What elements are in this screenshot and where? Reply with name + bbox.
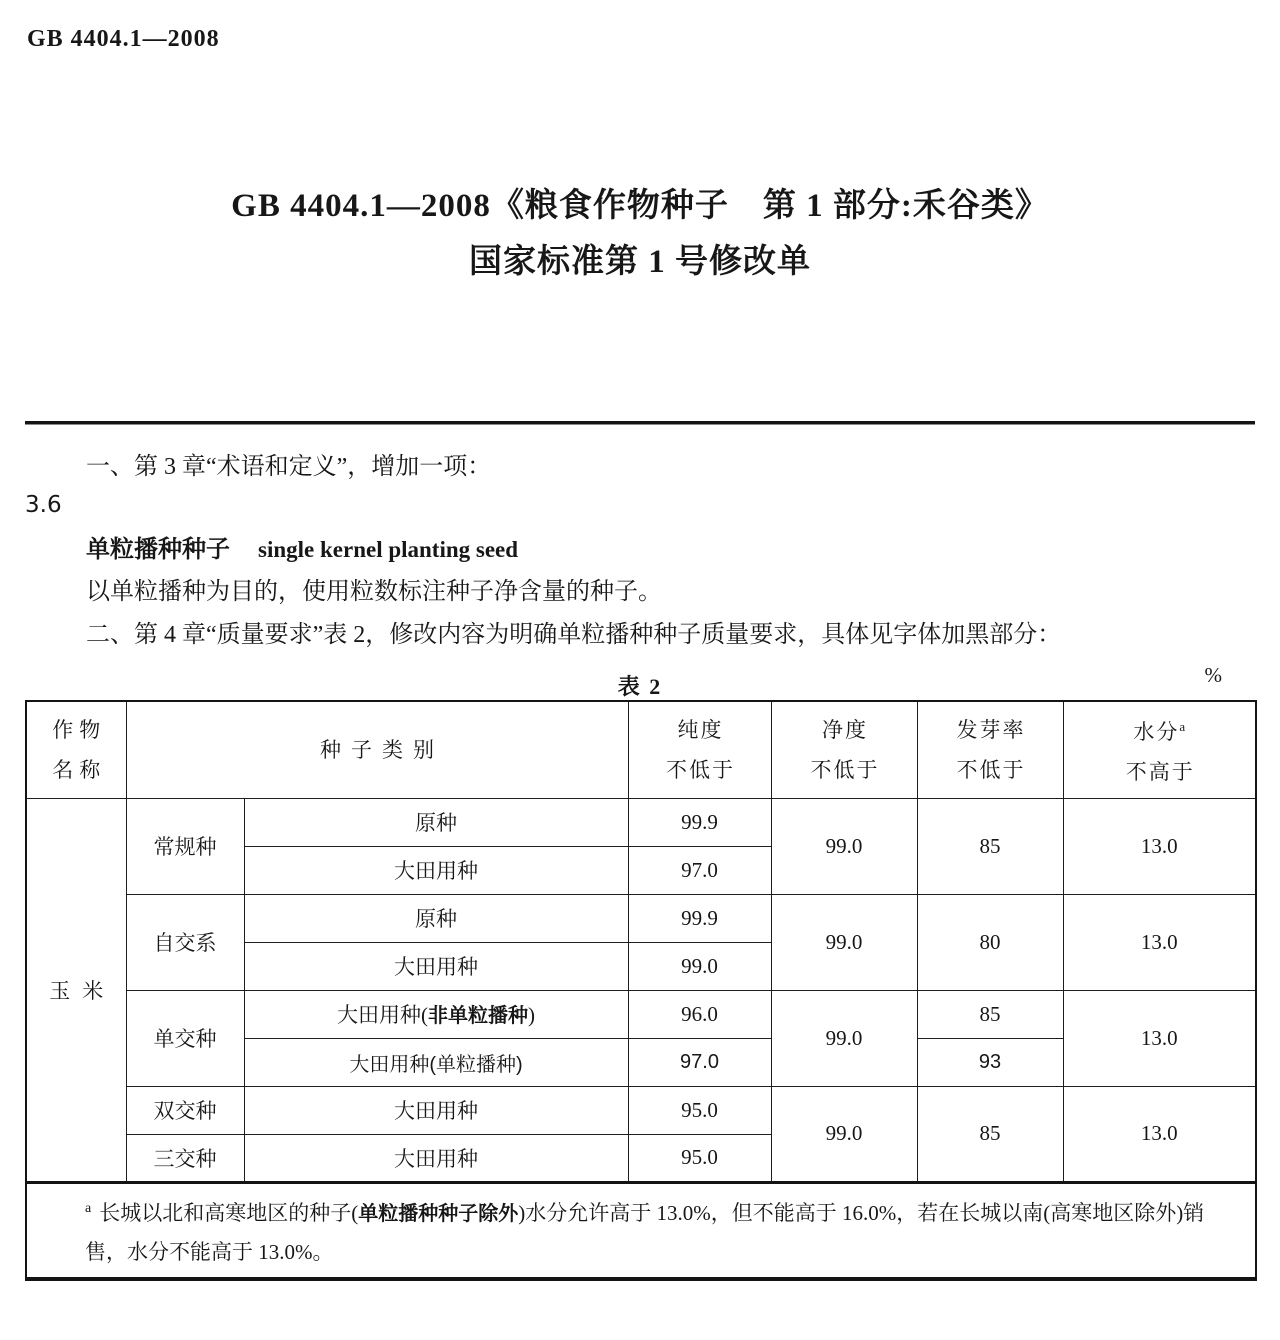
table-row [26, 894, 1256, 942]
para-terms-intro: 一、第 3 章“术语和定义”，增加一项： [86, 454, 492, 480]
term-definition: 以单粒播种为目的，使用粒数标注种子净含量的种子。 [86, 579, 662, 605]
cell-purity: 95.0 [628, 1134, 771, 1182]
footnote-superscript: a [85, 1200, 92, 1216]
cell-seed-kind: 大田用种 [244, 1134, 628, 1182]
table-row [26, 1086, 1256, 1134]
cell-seed-group: 双交种 [126, 1086, 244, 1134]
cell-seed-group: 单交种 [126, 990, 244, 1086]
cell-crop-corn: 玉米 [26, 798, 126, 1182]
header-germination: 发芽率 不低于 [917, 701, 1063, 798]
moisture-footnote-marker: a [1179, 719, 1188, 735]
cell-moisture: 13.0 [1063, 798, 1256, 894]
cell-cleanliness: 99.0 [771, 990, 917, 1086]
table-footnote: $^a$ 长城以北和高寒地区的种子(单粒播种种子除外)水分允许高于 13.0%，但不能高于 16.0%，若在长城以南(高寒地区除外)销售，水分不能高于 13.0%。 [26, 1182, 1256, 1279]
header-seed-category: 种子类别 [126, 701, 628, 798]
cell-moisture: 13.0 [1063, 1086, 1256, 1182]
quality-requirements-table [25, 700, 1257, 1281]
cell-germination: 85 [917, 990, 1063, 1038]
cell-seed-group: 自交系 [126, 894, 244, 990]
cell-cleanliness: 99.0 [771, 1086, 917, 1182]
cell-moisture: 13.0 [1063, 990, 1256, 1086]
table-row [26, 990, 1256, 1038]
cell-cleanliness: 99.0 [771, 798, 917, 894]
cell-cleanliness: 99.0 [771, 894, 917, 990]
horizontal-rule [25, 421, 1255, 425]
cell-purity: 96.0 [628, 990, 771, 1038]
bold-revision-text: 非单粒播种 [428, 1005, 528, 1027]
cell-seed-kind: 大田用种 [244, 942, 628, 990]
header-moisture: 水分$^a$ 不高于 [1063, 701, 1256, 798]
clause-number: 3.6 [25, 492, 62, 518]
cell-seed-group: 三交种 [126, 1134, 244, 1182]
table-caption: 表 2 [617, 674, 663, 699]
term-chinese: 单粒播种种子 [86, 536, 230, 563]
table-row [26, 798, 1256, 846]
cell-seed-kind: 大田用种 [244, 1086, 628, 1134]
cell-purity: 97.0 [628, 846, 771, 894]
table-unit-percent: % [1204, 663, 1222, 687]
cell-germination: 85 [917, 798, 1063, 894]
cell-germination-bold: 93 [917, 1038, 1063, 1086]
cell-purity-bold: 97.0 [628, 1038, 771, 1086]
cell-purity: 99.9 [628, 798, 771, 846]
cell-germination: 80 [917, 894, 1063, 990]
header-purity: 纯度 不低于 [628, 701, 771, 798]
cell-purity: 99.0 [628, 942, 771, 990]
cell-purity: 95.0 [628, 1086, 771, 1134]
term-heading [86, 535, 518, 565]
cell-seed-kind: 大田用种(非单粒播种) [244, 990, 628, 1038]
title-line-1: GB 4404.1—2008《粮食作物种子 第 1 部分:禾谷类》 [231, 188, 1049, 224]
cell-seed-kind: 原种 [244, 798, 628, 846]
cell-purity: 99.9 [628, 894, 771, 942]
header-cleanliness: 净度 不低于 [771, 701, 917, 798]
doc-code: GB 4404.1—2008 [27, 26, 220, 52]
header-crop-name: 作物 名称 [26, 701, 126, 798]
cell-seed-kind: 原种 [244, 894, 628, 942]
cell-seed-group: 常规种 [126, 798, 244, 894]
cell-moisture: 13.0 [1063, 894, 1256, 990]
bold-revision-text: 单粒播种种子除外 [358, 1202, 519, 1225]
cell-seed-kind: 大田用种 [244, 846, 628, 894]
document-title [0, 178, 1280, 290]
cell-germination: 85 [917, 1086, 1063, 1182]
para-table-intro: 二、第 4 章“质量要求”表 2，修改内容为明确单粒播种种子质量要求，具体见字体加黑部分： [86, 622, 1062, 648]
table-footnote-row [26, 1182, 1256, 1279]
title-line-2: 国家标准第 1 号修改单 [469, 244, 811, 280]
cell-seed-kind-bold: 大田用种(单粒播种) [244, 1038, 628, 1086]
table-header-row [26, 701, 1256, 798]
term-english: single kernel planting seed [258, 537, 519, 562]
